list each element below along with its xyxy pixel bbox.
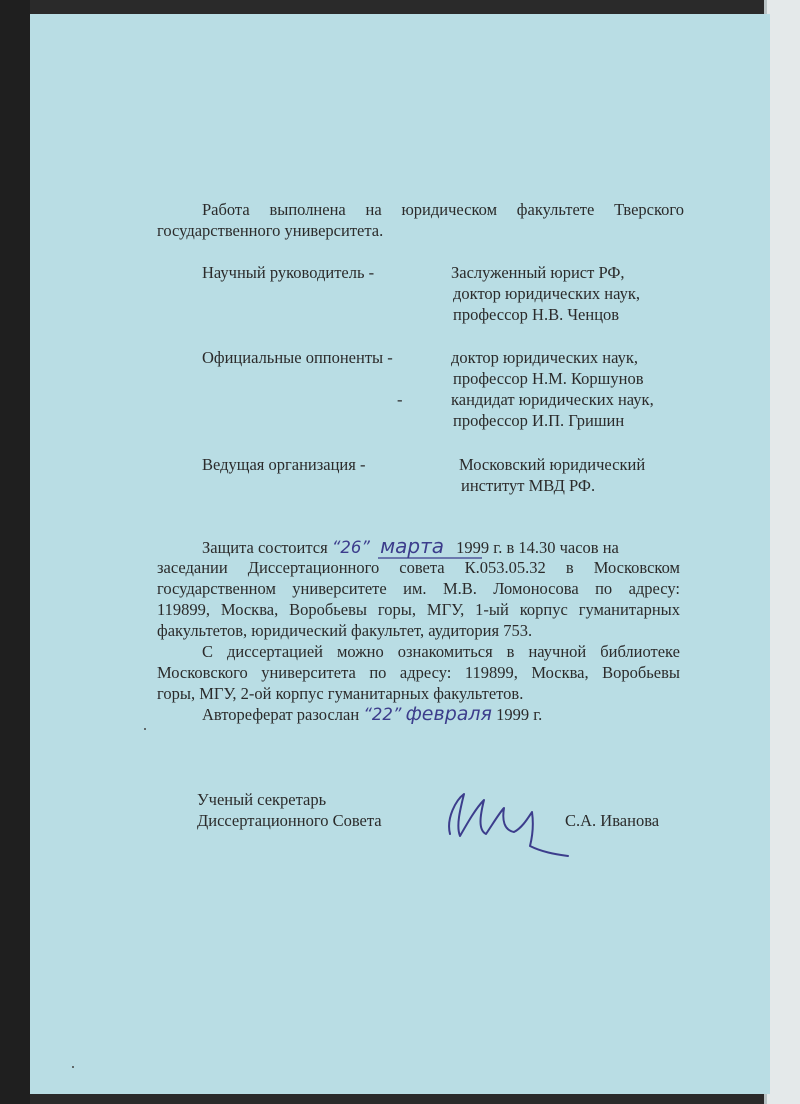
opponents-line-4: профессор И.П. Гришин	[453, 411, 625, 430]
scan-background	[0, 0, 30, 1104]
organization-line-2: институт МВД РФ.	[461, 476, 596, 495]
signature-image	[442, 782, 572, 862]
scan-speck	[144, 728, 146, 730]
opponents-line-2: профессор Н.М. Коршунов	[453, 369, 644, 388]
defense-month-handwritten: марта	[380, 534, 445, 558]
mailing-suffix: 1999 г.	[496, 705, 543, 724]
opponents-dash: -	[397, 390, 403, 409]
opponents-line-1: доктор юридических наук,	[451, 348, 638, 367]
supervisor-line-2: доктор юридических наук,	[453, 284, 640, 303]
intro-line-2: государственного университета.	[157, 221, 384, 240]
mailing-month-handwritten: февраля	[405, 703, 492, 725]
mailing-day-handwritten: “22”	[363, 705, 402, 724]
mailing-prefix: Автореферат разослан	[202, 705, 360, 724]
secretary-title-line-2: Диссертационного Совета	[197, 811, 382, 830]
supervisor-line-3: профессор Н.В. Ченцов	[453, 305, 620, 324]
organization-line-1: Московский юридический	[459, 455, 646, 474]
opponents-line-3: кандидат юридических наук,	[451, 390, 654, 409]
library-line-1: С диссертацией можно ознакомиться в научной библиотеке	[202, 642, 680, 661]
document-page	[30, 14, 770, 1094]
opponents-label: Официальные оппоненты -	[202, 348, 393, 367]
defense-line-2: заседании Диссертационного совета К.053.05.32 в Московском	[157, 558, 680, 577]
defense-line-1	[202, 536, 619, 558]
organization-label: Ведущая организация -	[202, 455, 366, 474]
intro-line-1: Работа выполнена на юридическом факультете Тверского	[202, 200, 684, 219]
mailing-line	[202, 704, 542, 725]
supervisor-label: Научный руководитель -	[202, 263, 375, 282]
defense-prefix: Защита состоится	[202, 538, 328, 557]
supervisor-line-1: Заслуженный юрист РФ,	[451, 263, 625, 282]
library-line-2: Московского университета по адресу: 119899, Москва, Воробьевы	[157, 663, 680, 682]
defense-suffix: 1999 г. в 14.30 часов на	[456, 538, 619, 557]
secretary-title-line-1: Ученый секретарь	[197, 790, 327, 809]
defense-day-handwritten: “26”	[331, 538, 370, 557]
defense-line-3: государственном университете им. М.В. Ломоносова по адресу:	[157, 579, 680, 598]
scan-speck	[72, 1066, 74, 1068]
library-line-3: горы, МГУ, 2-ой корпус гуманитарных факультетов.	[157, 684, 524, 703]
defense-line-5: факультетов, юридический факультет, аудитория 753.	[157, 621, 533, 640]
defense-line-4: 119899, Москва, Воробьевы горы, МГУ, 1-ый корпус гуманитарных	[157, 600, 680, 619]
secretary-name: С.А. Иванова	[565, 811, 660, 830]
